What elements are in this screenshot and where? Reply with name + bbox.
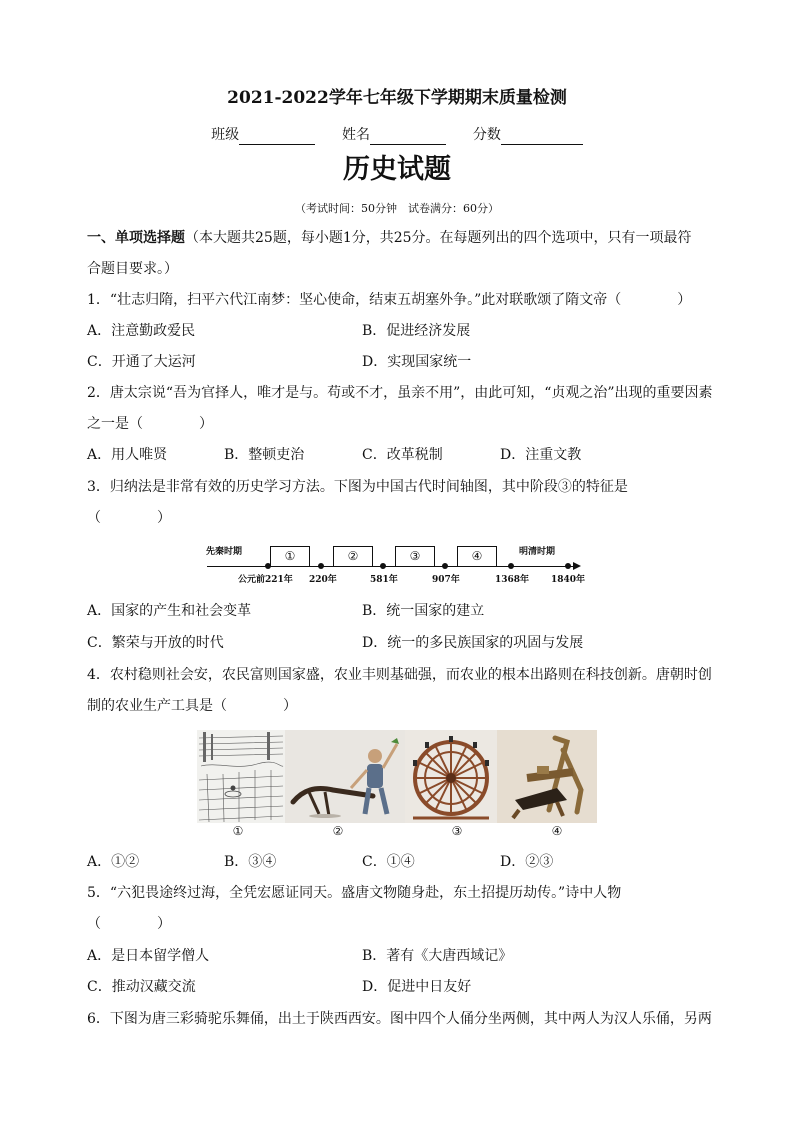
farm-tool-image-2	[285, 730, 405, 823]
timeline-box-3: ③	[395, 546, 435, 567]
timeline-arrow-icon	[573, 562, 581, 570]
q1-option-b[interactable]: B．促进经济发展	[362, 323, 471, 339]
q3-stem: 3．归纳法是非常有效的历史学习方法。下图为中国古代时间轴图，其中阶段③的特征是	[87, 479, 628, 495]
image-label-1: ①	[232, 824, 244, 838]
timeline-box-1: ①	[270, 546, 310, 567]
q4-option-c[interactable]: C．①④	[362, 854, 415, 870]
class-label: 班级	[211, 127, 240, 143]
q3-option-b[interactable]: B．统一国家的建立	[362, 603, 485, 619]
timeline-tick-label: 1368年	[495, 575, 530, 585]
q3-stem-cont: （ ）	[87, 510, 171, 526]
timeline-right-label: 明清时期	[519, 547, 556, 557]
q1-option-c[interactable]: C．开通了大运河	[87, 354, 196, 370]
q5-stem-cont: （ ）	[87, 916, 171, 932]
timeline-axis	[207, 566, 574, 567]
farm-tool-image-3	[405, 730, 497, 823]
timeline-tick-label: 1840年	[551, 575, 586, 585]
subject-title: 历史试题	[343, 154, 451, 185]
exam-title: 2021-2022学年七年级下学期期末质量检测	[227, 88, 567, 108]
q2-stem: 2．唐太宗说“吾为官择人，唯才是与。苟或不才，虽亲不用”，由此可知，“贞观之治”出现的重要因素	[87, 385, 713, 401]
timeline-dot	[265, 563, 271, 569]
image-label-4: ④	[551, 824, 563, 838]
q5-option-b[interactable]: B．著有《大唐西域记》	[362, 948, 513, 964]
name-label: 姓名	[342, 127, 370, 143]
timeline-tick-label: 220年	[309, 575, 337, 585]
farm-tool-image-1	[197, 730, 285, 823]
q2-option-d[interactable]: D．注重文教	[500, 447, 582, 463]
section1-intro: 一、单项选择题（本大题共25题，每小题1分，共25分。在每题列出的四个选项中，只有一项最符	[87, 230, 692, 246]
q1-stem: 1．“壮志归隋，扫平六代江南梦：坚心使命，结束五胡塞外争。”此对联歌颂了隋文帝（ ）	[87, 292, 692, 308]
q3-option-d[interactable]: D．统一的多民族国家的巩固与发展	[362, 635, 584, 651]
farm-tool-image-4	[497, 730, 597, 823]
timeline-dot	[442, 563, 448, 569]
timeline-dot	[318, 563, 324, 569]
q5-option-a[interactable]: A．是日本留学僧人	[87, 948, 210, 964]
timeline-box-2: ②	[333, 546, 373, 567]
image-label-3: ③	[451, 824, 463, 838]
q2-option-b[interactable]: B．整顿吏治	[224, 447, 305, 463]
score-label: 分数	[472, 127, 501, 143]
timeline-tick-label: 907年	[432, 575, 460, 585]
timeline-dot	[565, 563, 571, 569]
timeline-dot	[380, 563, 386, 569]
q4-option-b[interactable]: B．③④	[224, 854, 277, 870]
q3-option-c[interactable]: C．繁荣与开放的时代	[87, 635, 224, 651]
q6-stem: 6．下图为唐三彩骑驼乐舞俑，出土于陕西西安。图中四个人俑分坐两侧，其中两人为汉人乐俑，另两	[87, 1011, 712, 1027]
score-blank[interactable]	[501, 128, 583, 145]
timeline-tick-label: 公元前221年	[238, 575, 293, 585]
q1-option-d[interactable]: D．实现国家统一	[362, 354, 472, 370]
timeline-box-4: ④	[457, 546, 497, 567]
q2-option-a[interactable]: A．用人唯贤	[87, 447, 168, 463]
name-blank[interactable]	[370, 128, 446, 145]
q4-stem-cont: 制的农业生产工具是（ ）	[87, 698, 297, 714]
q5-stem: 5．“六犯畏途终过海，全凭宏愿证同天。盛唐文物随身赴，东土招提历劫传。”诗中人物	[87, 885, 622, 901]
q2-stem-cont: 之一是（ ）	[87, 416, 213, 432]
q3-option-a[interactable]: A．国家的产生和社会变革	[87, 603, 252, 619]
section-heading: 一、单项选择题	[87, 230, 185, 246]
q2-option-c[interactable]: C．改革税制	[362, 447, 443, 463]
q4-option-a[interactable]: A．①②	[87, 854, 140, 870]
q4-option-d[interactable]: D．②③	[500, 854, 554, 870]
image-label-2: ②	[332, 824, 344, 838]
q1-option-a[interactable]: A．注意勤政爱民	[87, 323, 196, 339]
timeline-tick-label: 581年	[370, 575, 398, 585]
exam-info: （考试时间：50分钟 试卷满分：60分）	[295, 202, 499, 215]
section1-intro-cont: 合题目要求。）	[87, 261, 178, 277]
timeline-left-label: 先秦时期	[206, 547, 243, 557]
class-blank[interactable]	[239, 128, 315, 145]
q5-option-c[interactable]: C．推动汉藏交流	[87, 979, 196, 995]
student-info-line	[0, 125, 794, 145]
q4-stem: 4．农村稳则社会安，农民富则国家盛，农业丰则基础强，而农业的根本出路则在科技创新。唐朝时创	[87, 667, 712, 683]
q5-option-d[interactable]: D．促进中日友好	[362, 979, 472, 995]
timeline-dot	[508, 563, 514, 569]
